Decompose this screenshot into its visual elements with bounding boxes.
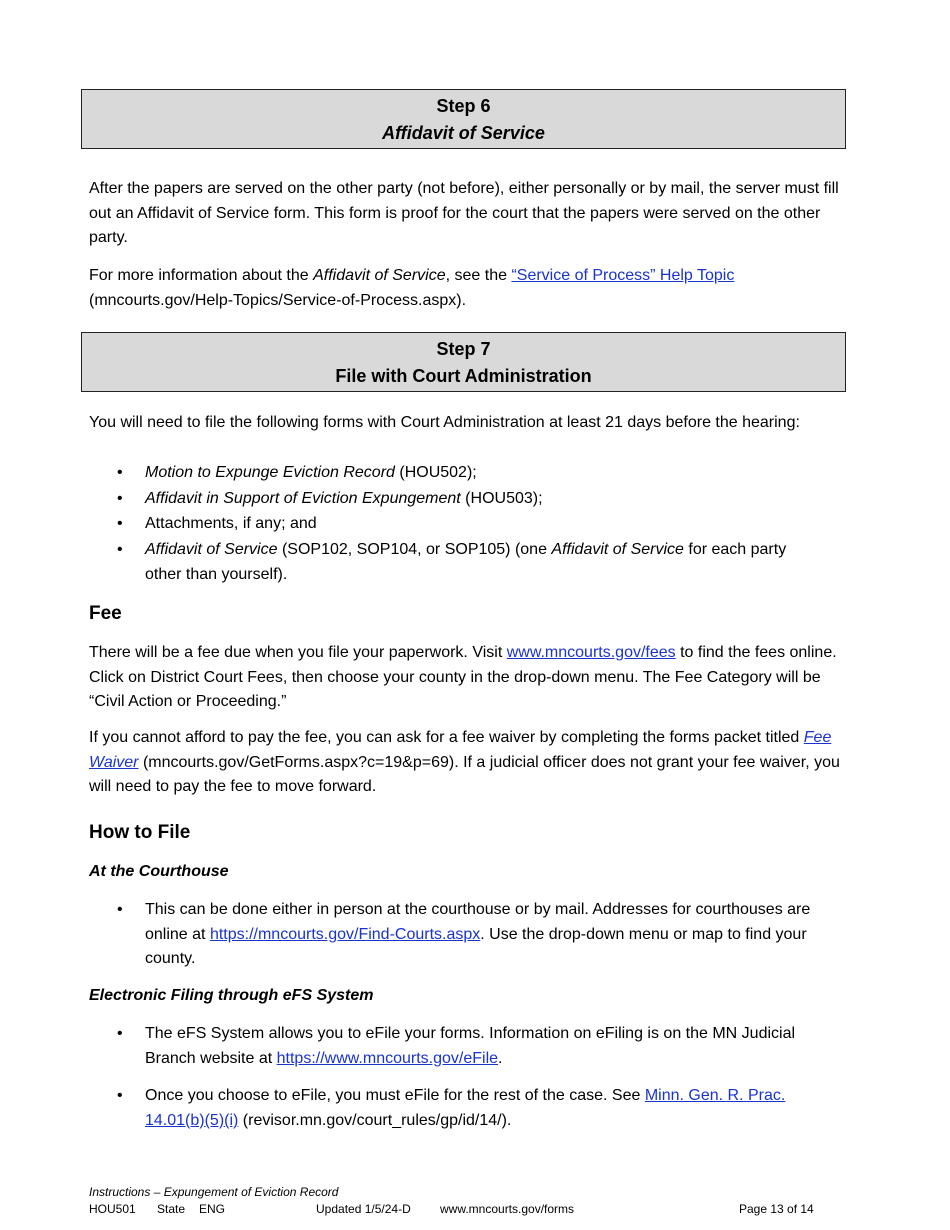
list-item-form-name: Affidavit of Service	[145, 541, 278, 558]
footer-url: www.mncourts.gov/forms	[440, 1202, 575, 1216]
step7-title: File with Court Administration	[335, 366, 592, 386]
efs-text: The eFS System allows you to eFile your forms. Information on eFiling is on the MN Judicial Branch website at	[145, 1025, 796, 1067]
step7-intro: You will need to file the following forms with Court Administration at least 21 days before the hearing:	[89, 414, 800, 431]
footer-form-id: HOU501	[89, 1202, 136, 1216]
fee-paragraph-2	[89, 726, 844, 800]
fee-waiver-text: If you cannot afford to pay the fee, you can ask for a fee waiver by completing the forms packet titled	[89, 729, 804, 746]
efs-text-post: .	[498, 1049, 503, 1067]
list-item	[145, 512, 845, 537]
step7-header-box	[81, 332, 846, 392]
list-item-form-id: (HOU503);	[460, 490, 543, 507]
step6-more-info-text-mid: , see the	[445, 267, 512, 284]
service-of-process-link[interactable]: “Service of Process” Help Topic	[511, 267, 735, 284]
step6-more-info-text: For more information about the	[89, 267, 314, 284]
fees-link[interactable]: www.mncourts.gov/fees	[506, 644, 676, 661]
list-item-text: Attachments, if any; and	[145, 515, 317, 532]
fee-text: There will be a fee due when you file your paperwork. Visit	[89, 644, 507, 661]
footer-page-number: Page 13 of 14	[739, 1202, 814, 1216]
step6-more-info-italic: Affidavit of Service	[313, 267, 446, 284]
bullet-icon: •	[117, 1087, 123, 1104]
footer-lang: ENG	[199, 1202, 226, 1216]
find-courts-link[interactable]: https://mncourts.gov/Find-Courts.aspx	[209, 925, 481, 943]
list-item-form-name: Affidavit in Support of Eviction Expungement	[145, 490, 461, 507]
list-item	[145, 898, 835, 972]
step6-paragraph: After the papers are served on the other party (not before), either personally or by mail, the server must fill out an Affidavit of Service form. This form is proof for the court that the papers were served on the other party.	[89, 180, 839, 247]
list-item-form-id: (SOP102, SOP104, or SOP105) (one	[277, 541, 552, 558]
footer-title: Instructions – Expungement of Eviction Record	[89, 1185, 339, 1199]
efs-rule-text-post: (revisor.mn.gov/court_rules/gp/id/14/).	[238, 1111, 512, 1129]
courthouse-text: This can be done either in person at the courthouse or by mail. Addresses for courthouses are online at	[145, 901, 811, 943]
list-item-text: for each party other than yourself).	[145, 541, 787, 583]
fee-text-post: to find the fees online. Click on District Court Fees, then choose your county in the drop-down menu. The Fee Category will be “Civil Action or Proceeding.”	[89, 644, 837, 711]
efs-subheading: Electronic Filing through eFS System	[89, 987, 374, 1004]
step7-number: Step 7	[436, 339, 491, 359]
list-item-form-name: Motion to Expunge Eviction Record	[145, 464, 395, 481]
list-item-form-name: Affidavit of Service	[551, 541, 684, 558]
how-to-file-heading: How to File	[89, 822, 191, 843]
courthouse-subheading: At the Courthouse	[89, 863, 229, 880]
list-item	[145, 487, 845, 512]
list-item	[145, 538, 825, 587]
fee-heading: Fee	[89, 603, 122, 624]
bullet-icon: •	[117, 541, 123, 558]
step6-title: Affidavit of Service	[382, 123, 545, 143]
step6-more-info-url: (mncourts.gov/Help-Topics/Service-of-Process.aspx).	[89, 291, 467, 309]
efs-rule-text: Once you choose to eFile, you must eFile for the rest of the case. See	[145, 1087, 645, 1104]
bullet-icon: •	[117, 464, 123, 481]
step6-number: Step 6	[436, 96, 491, 116]
courthouse-text-post: . Use the drop-down menu or map to find your county.	[145, 925, 807, 968]
fee-waiver-text-post: (mncourts.gov/GetForms.aspx?c=19&p=69). If a judicial officer does not grant your fee waiver, you will need to pay the fee to move forward.	[89, 753, 840, 796]
bullet-icon: •	[117, 901, 123, 918]
bullet-icon: •	[117, 490, 123, 507]
court-rule-link[interactable]: Minn. Gen. R. Prac. 14.01(b)(5)(i)	[145, 1087, 786, 1129]
fee-paragraph-1	[89, 641, 844, 715]
list-item-form-id: (HOU502);	[394, 464, 477, 481]
list-item	[145, 1084, 830, 1133]
list-item	[145, 1022, 840, 1071]
fee-waiver-link[interactable]: Fee Waiver	[89, 729, 832, 771]
footer-state: State	[157, 1202, 186, 1216]
footer-updated: Updated 1/5/24-D	[316, 1202, 411, 1216]
bullet-icon: •	[117, 515, 123, 532]
bullet-icon: •	[117, 1025, 123, 1042]
step6-more-info	[89, 264, 844, 313]
step6-header-box	[81, 89, 846, 149]
list-item	[145, 461, 845, 486]
efile-link[interactable]: https://www.mncourts.gov/eFile	[276, 1049, 499, 1067]
